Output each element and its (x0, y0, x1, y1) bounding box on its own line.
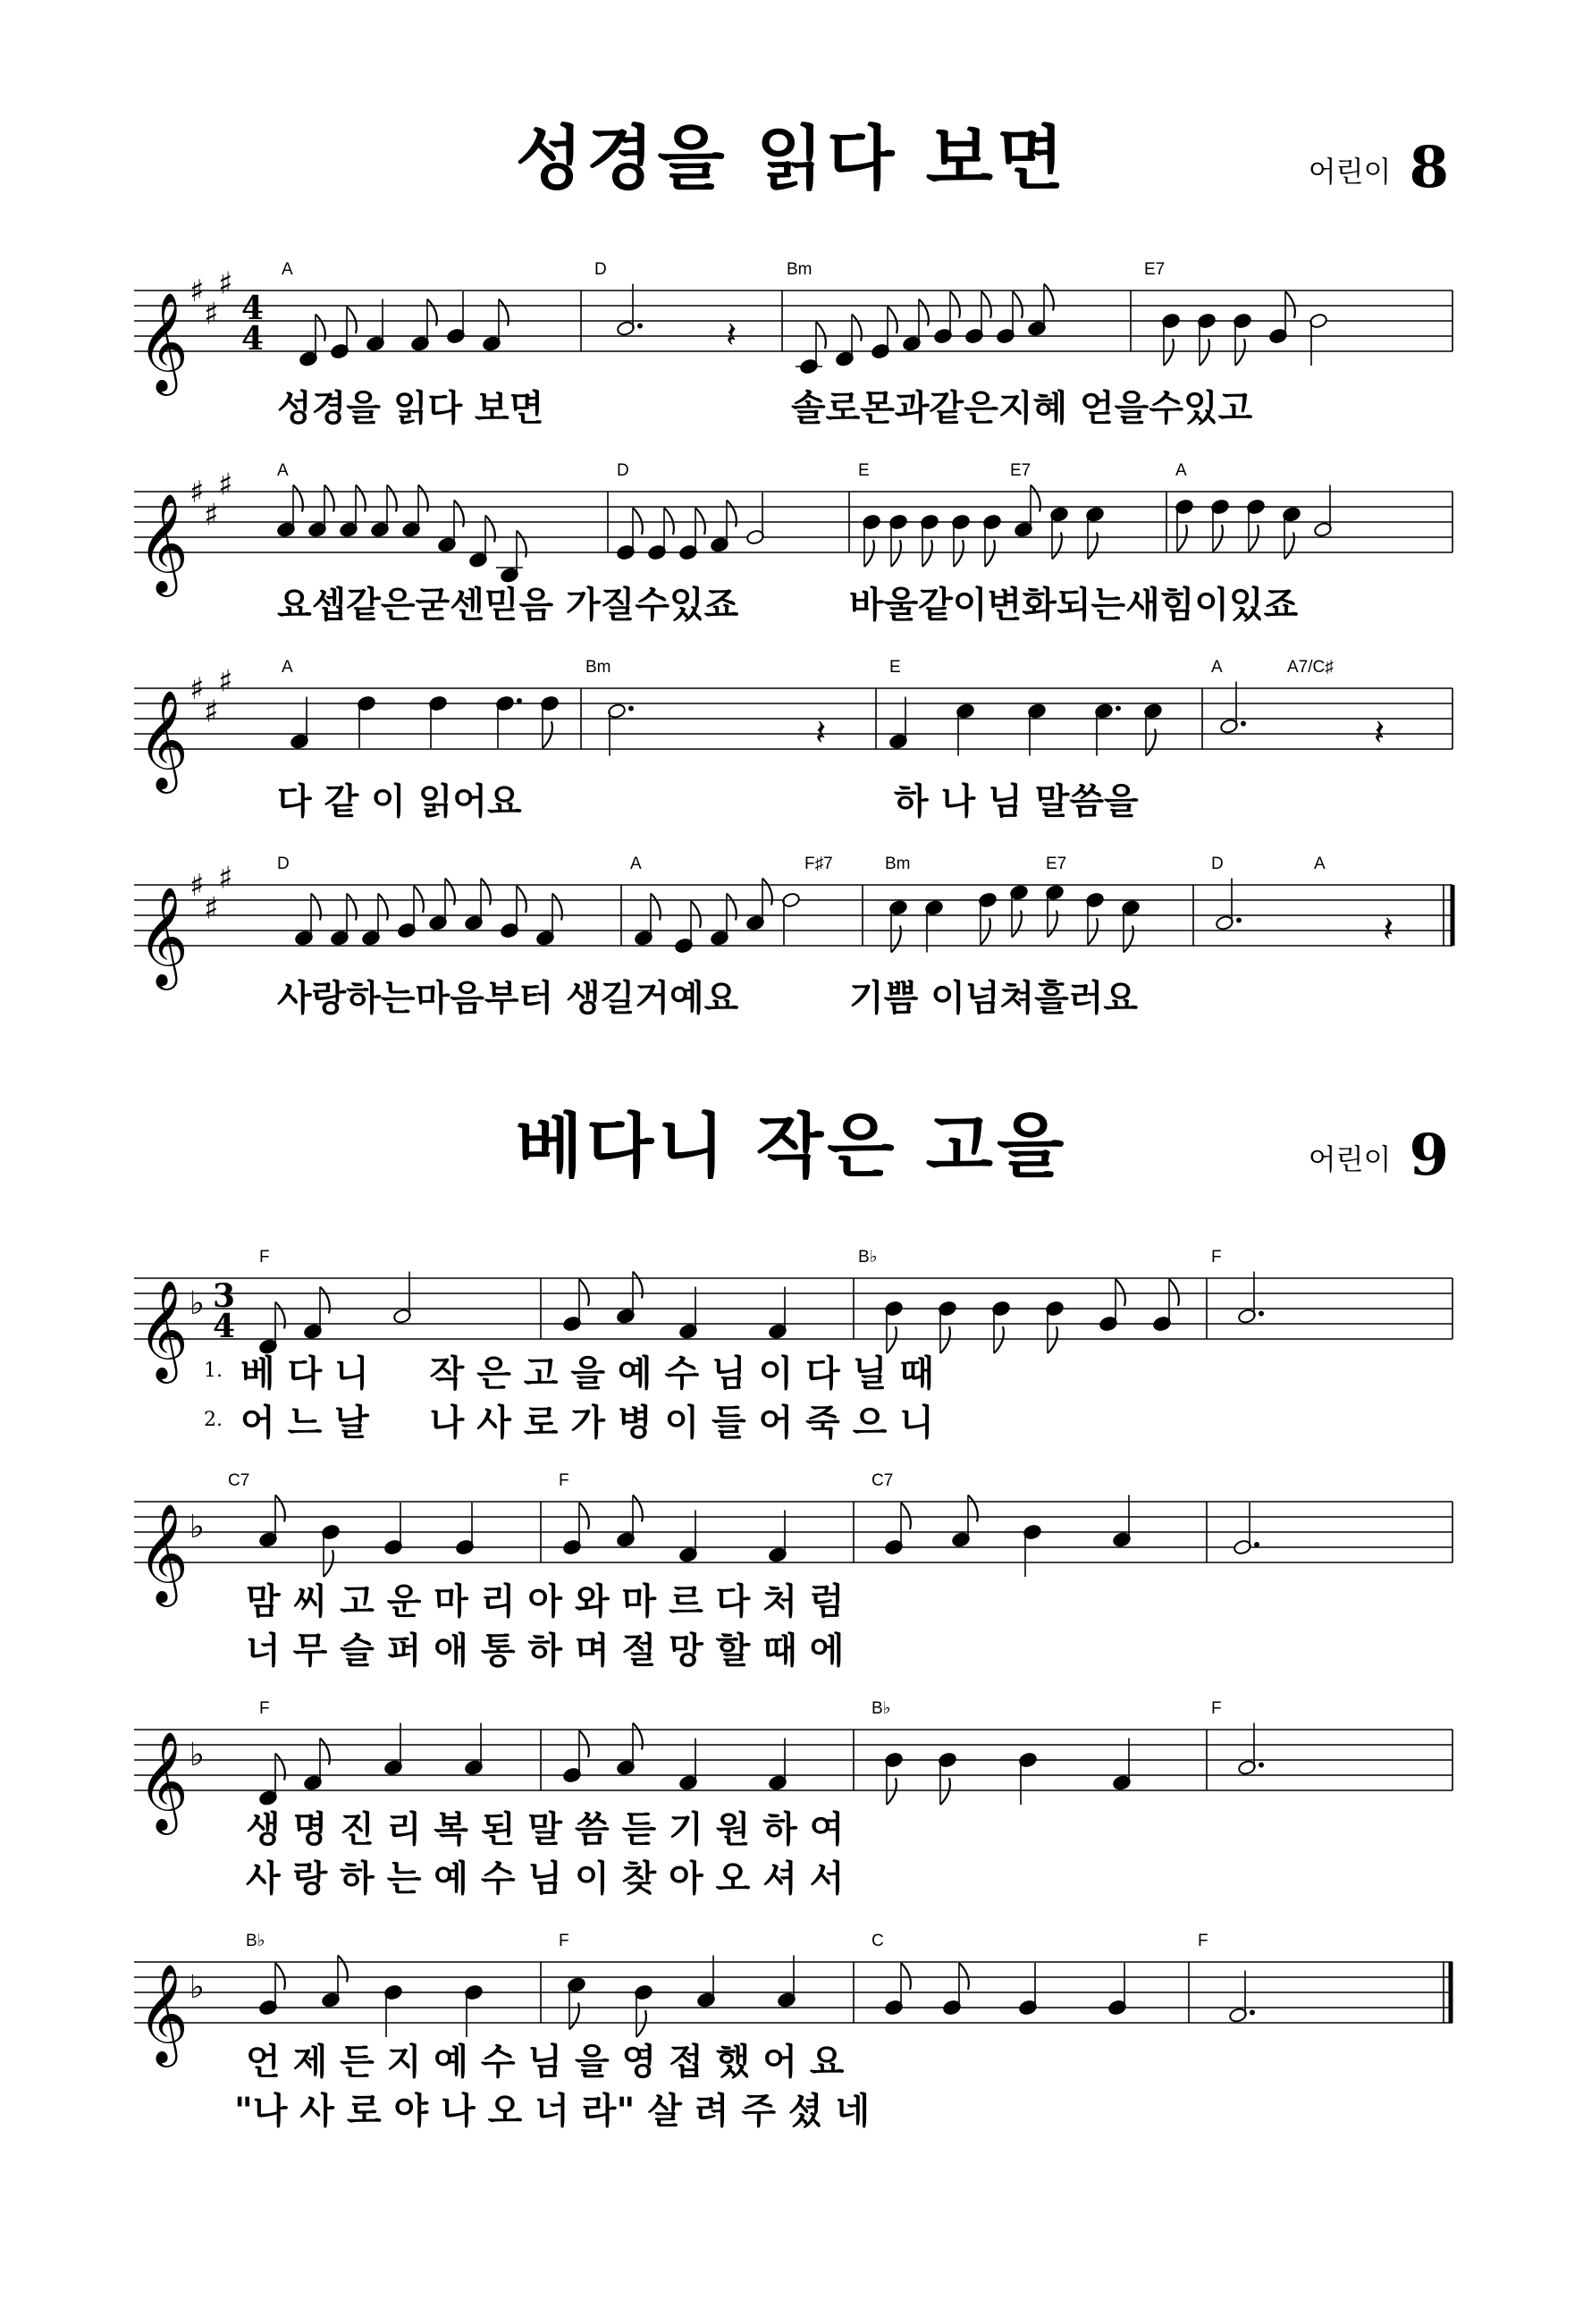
lyric-segment: 사랑하는마음부터 생길거예요 (277, 978, 739, 1019)
chord-symbol: A (1314, 855, 1326, 873)
note-dot (628, 706, 634, 712)
chord-symbol: F (259, 1699, 270, 1718)
staff-system (0, 639, 1583, 791)
note-flag (664, 508, 674, 535)
note-flag (1249, 525, 1259, 552)
chord-symbol: F (559, 1932, 569, 1950)
lyric-segment: 언 제 든 지 예 수 님 을 영 접 했 어 요 (246, 2042, 845, 2083)
chord-symbol: Bm (787, 260, 813, 279)
chord-symbol: F (259, 1248, 270, 1267)
note-flag (633, 1272, 643, 1299)
lyric-segment: 하 나 님 말씀을 (894, 781, 1139, 822)
note-flag (499, 299, 509, 326)
chord-symbol: F (1198, 1932, 1208, 1950)
note-flag (387, 485, 397, 512)
note-flag (985, 540, 995, 567)
staff-system (0, 836, 1583, 988)
note-flag (891, 926, 901, 953)
note-dot (1250, 2010, 1255, 2016)
note-flag (959, 1963, 969, 1990)
note-flag (919, 299, 929, 326)
sharp-icon: ♯ (189, 274, 205, 309)
note-flag (316, 315, 325, 341)
sharp-icon: ♯ (218, 467, 233, 503)
song-number: 8 (1409, 134, 1449, 201)
lyric-segment: 베 다 니 작 은 고 을 예 수 님 이 다 닐 때 (240, 1353, 934, 1394)
note-flag (275, 1302, 285, 1329)
chord-symbol: F (1211, 1699, 1222, 1718)
note-dot (637, 324, 643, 329)
chord-symbol: E7 (1046, 855, 1067, 873)
note-flag (356, 485, 366, 512)
note-flag (275, 1963, 285, 1990)
note-dot (1236, 918, 1242, 923)
lyric-segment: 너 무 슬 퍼 애 통 하 며 절 망 할 때 에 (246, 1630, 845, 1671)
note-dot (1259, 1763, 1264, 1768)
lyric-line (277, 380, 1368, 431)
lyric-line (277, 773, 1368, 824)
song-number: 9 (1409, 1122, 1449, 1189)
lyric-line-verse1 (246, 1801, 844, 1852)
lyric-segment: 생 명 진 리 복 된 말 씀 듣 기 원 하 여 (246, 1809, 845, 1850)
chord-symbol: D (594, 260, 607, 279)
note-flag (543, 721, 552, 748)
note-flag (1088, 533, 1098, 560)
chord-symbol: D (1211, 855, 1224, 873)
lyric-segment: 요셉같은굳센믿음 가질수있죠 (277, 585, 739, 626)
note-flag (691, 901, 701, 928)
note-flag (427, 299, 437, 326)
staff-system (0, 241, 1583, 393)
note-dot (1116, 706, 1121, 712)
note-flag (695, 508, 705, 535)
lyric-line-verse1 (204, 1345, 934, 1396)
note-flag (762, 879, 772, 905)
note-dot (517, 698, 522, 703)
lyric-segment: 바울같이변화되는새힘이있죠 (849, 585, 1299, 626)
sharp-icon: ♯ (218, 860, 233, 897)
note-flag (485, 516, 495, 543)
chord-symbol: E7 (1010, 461, 1031, 480)
chord-symbol: F♯7 (804, 855, 833, 873)
sharp-icon: ♯ (189, 475, 205, 510)
quarter-rest-icon: 𝄽 (1374, 712, 1385, 754)
note-flag (552, 894, 562, 921)
chord-symbol: Bm (585, 658, 611, 677)
note-flag (320, 1739, 330, 1765)
note-flag (633, 1495, 643, 1522)
note-flag (1146, 729, 1156, 756)
lyric-line-verse2 (234, 2083, 870, 2134)
note-flag (1124, 926, 1133, 953)
chord-symbol: A (277, 461, 289, 480)
chord-symbol: A (282, 658, 293, 677)
note-flag (1052, 533, 1062, 560)
note-flag (1200, 339, 1209, 366)
verse-number: 2. (204, 1409, 223, 1431)
chord-symbol: B♭ (871, 1699, 891, 1718)
treble-clef-icon: 𝄞 (138, 1503, 189, 1603)
sharp-icon: ♯ (204, 497, 219, 534)
chord-symbol: D (617, 461, 629, 480)
staff-system (0, 442, 1583, 594)
note-flag (454, 501, 464, 527)
treble-clef-icon: 𝄞 (138, 689, 189, 789)
treble-clef-icon: 𝄞 (138, 493, 189, 593)
lyric-line (277, 577, 1368, 627)
lyric-segment: 맘 씨 고 운 마 리 아 와 마 르 다 처 럼 (246, 1581, 845, 1622)
note-flag (579, 1730, 589, 1757)
note-flag (275, 1754, 285, 1781)
note-flag (347, 307, 357, 333)
chord-symbol: E7 (1144, 260, 1166, 279)
quarter-rest-icon: 𝄽 (726, 315, 737, 356)
verse-number: 1. (204, 1360, 223, 1382)
note-flag (891, 540, 901, 567)
note-flag (311, 894, 321, 921)
chord-symbol: F (1211, 1248, 1222, 1267)
lyric-line-verse1 (246, 2034, 844, 2084)
song-title: 베다니 작은 고을 (515, 1107, 1068, 1187)
lyric-line (277, 970, 1368, 1021)
lyric-line-verse2 (204, 1394, 934, 1445)
lyric-segment: 다 같 이 읽어요 (277, 781, 522, 822)
note-flag (320, 1287, 330, 1314)
sharp-icon: ♯ (218, 265, 233, 302)
note-flag (1048, 1326, 1057, 1353)
chord-symbol: C (871, 1932, 884, 1950)
lyric-segment: 성경을 읽다 보면 (277, 388, 544, 429)
note-flag (569, 2003, 579, 2030)
lyric-segment: 솔로몬과같은지혜 얻을수있고 (791, 388, 1253, 429)
note-flag (1116, 1279, 1125, 1306)
note-flag (579, 1279, 589, 1306)
note-flag (651, 894, 661, 921)
chord-symbol: E (858, 461, 870, 480)
time-signature-top: 3 (213, 1277, 236, 1315)
note-flag (1169, 1279, 1179, 1306)
note-flag (1285, 291, 1295, 318)
chord-symbol: B♭ (246, 1932, 265, 1950)
note-dot (1241, 721, 1246, 727)
flat-icon: ♭ (189, 1285, 205, 1322)
note-dot (1259, 1311, 1264, 1317)
note-flag (418, 485, 428, 512)
lyric-segment: 사 랑 하 는 예 수 님 이 찾 아 오 셔 서 (246, 1858, 845, 1899)
time-signature-bottom: 4 (213, 1308, 236, 1345)
note-flag (1164, 339, 1174, 366)
note-flag (633, 508, 643, 535)
note-flag (633, 1723, 643, 1750)
note-flag (727, 501, 737, 527)
time-signature-bottom: 4 (241, 320, 265, 358)
note-flag (816, 322, 826, 349)
treble-clef-icon: 𝄞 (138, 1279, 189, 1379)
chord-symbol: A7/C♯ (1287, 658, 1334, 677)
lyric-line-verse2 (246, 1622, 844, 1673)
song-number-tag (1309, 1122, 1449, 1189)
note-flag (901, 1503, 911, 1529)
note-flag (517, 531, 526, 558)
note-flag (852, 315, 862, 341)
note-flag (981, 291, 991, 318)
quarter-rest-icon: 𝄽 (815, 712, 827, 754)
sharp-icon: ♯ (189, 868, 205, 904)
note-flag (901, 1963, 911, 1990)
sharp-icon: ♯ (189, 671, 205, 707)
note-dot (1254, 1542, 1259, 1547)
note-flag (1177, 525, 1187, 552)
flat-icon: ♭ (189, 1737, 205, 1773)
note-flag (517, 886, 526, 913)
note-flag (1088, 918, 1098, 945)
note-flag (888, 307, 897, 333)
chord-symbol: F (559, 1471, 569, 1490)
lyric-segment: 기쁨 이넘쳐흘러요 (849, 978, 1139, 1019)
sharp-icon: ♯ (218, 663, 233, 700)
quarter-rest-icon: 𝄽 (1383, 909, 1394, 950)
note-flag (324, 485, 334, 512)
song-number-tag (1309, 134, 1449, 201)
note-flag (1031, 485, 1040, 512)
song-category: 어린이 (1308, 155, 1392, 189)
note-flag (727, 894, 737, 921)
flat-icon: ♭ (189, 1969, 205, 2006)
note-flag (940, 1778, 950, 1805)
note-flag (864, 540, 874, 567)
note-flag (887, 1778, 897, 1805)
sharp-icon: ♯ (204, 296, 219, 333)
flat-icon: ♭ (189, 1509, 205, 1545)
chord-symbol: Bm (885, 855, 911, 873)
chord-symbol: A (1211, 658, 1223, 677)
treble-clef-icon: 𝄞 (138, 291, 189, 392)
note-flag (1235, 339, 1245, 366)
note-flag (1213, 525, 1223, 552)
lyric-line-verse1 (246, 1573, 844, 1624)
treble-clef-icon: 𝄞 (138, 1963, 189, 2063)
chord-symbol: B♭ (858, 1248, 878, 1267)
lyric-line-verse2 (246, 1850, 844, 1901)
sharp-icon: ♯ (204, 890, 219, 927)
note-flag (579, 1503, 589, 1529)
chord-symbol: A (1175, 461, 1187, 480)
chord-symbol: D (277, 855, 290, 873)
song-title: 성경을 읽다 보면 (515, 119, 1068, 199)
sharp-icon: ♯ (204, 694, 219, 730)
note-flag (1048, 911, 1057, 938)
note-flag (275, 1495, 285, 1522)
treble-clef-icon: 𝄞 (138, 886, 189, 986)
lyric-segment: 어 느 날 나 사 로 가 병 이 들 어 죽 으 니 (240, 1402, 934, 1444)
note-flag (968, 1495, 978, 1522)
time-signature-top: 4 (241, 290, 265, 327)
note-flag (994, 1326, 1004, 1353)
note-flag (338, 1956, 348, 1983)
chord-symbol: C7 (871, 1471, 894, 1490)
chord-symbol: E (889, 658, 901, 677)
chord-symbol: A (282, 260, 293, 279)
note-flag (378, 894, 388, 921)
note-flag (922, 540, 932, 567)
note-flag (1044, 284, 1054, 311)
note-flag (940, 1326, 950, 1353)
chord-symbol: A (630, 855, 642, 873)
note-flag (1284, 533, 1294, 560)
chord-symbol: C7 (228, 1471, 250, 1490)
note-flag (347, 894, 357, 921)
note-flag (293, 485, 303, 512)
note-flag (950, 291, 960, 318)
song-category: 어린이 (1308, 1142, 1392, 1176)
note-flag (981, 918, 990, 945)
note-flag (414, 886, 424, 913)
note-flag (954, 540, 964, 567)
note-flag (1013, 291, 1023, 318)
note-flag (445, 879, 455, 905)
note-flag (481, 879, 491, 905)
note-flag (1012, 911, 1022, 938)
lyric-segment: "나 사 로 야 나 오 너 라" 살 려 주 셨 네 (234, 2091, 871, 2132)
treble-clef-icon: 𝄞 (138, 1730, 189, 1831)
